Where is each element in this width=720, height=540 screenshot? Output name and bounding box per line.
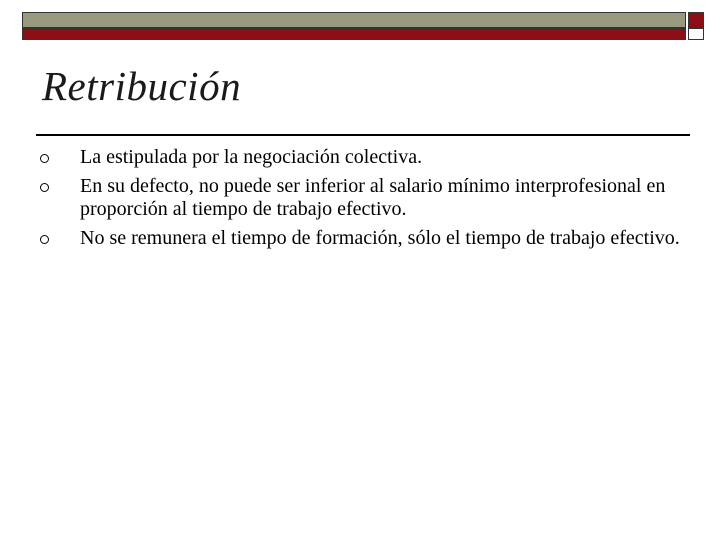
slide-title: Retribución (42, 63, 242, 109)
bullet-text: En su defecto, no puede ser inferior al salario mínimo interprofesional en proporción al tiempo de trabajo efectivo. (80, 175, 666, 220)
decorative-red-square (688, 12, 704, 28)
hollow-circle-bullet-icon (40, 235, 49, 244)
decorative-red-bar (22, 28, 686, 40)
bullet-text: La estipulada por la negociación colectiva. (80, 146, 423, 168)
hollow-circle-bullet-icon (40, 183, 49, 192)
hollow-circle-bullet-icon (40, 154, 49, 163)
bullet-text: No se remunera el tiempo de formación, sólo el tiempo de trabajo efectivo. (80, 227, 680, 249)
decorative-white-square (688, 28, 704, 40)
decorative-top-bar (22, 12, 686, 28)
title-divider (36, 134, 690, 136)
